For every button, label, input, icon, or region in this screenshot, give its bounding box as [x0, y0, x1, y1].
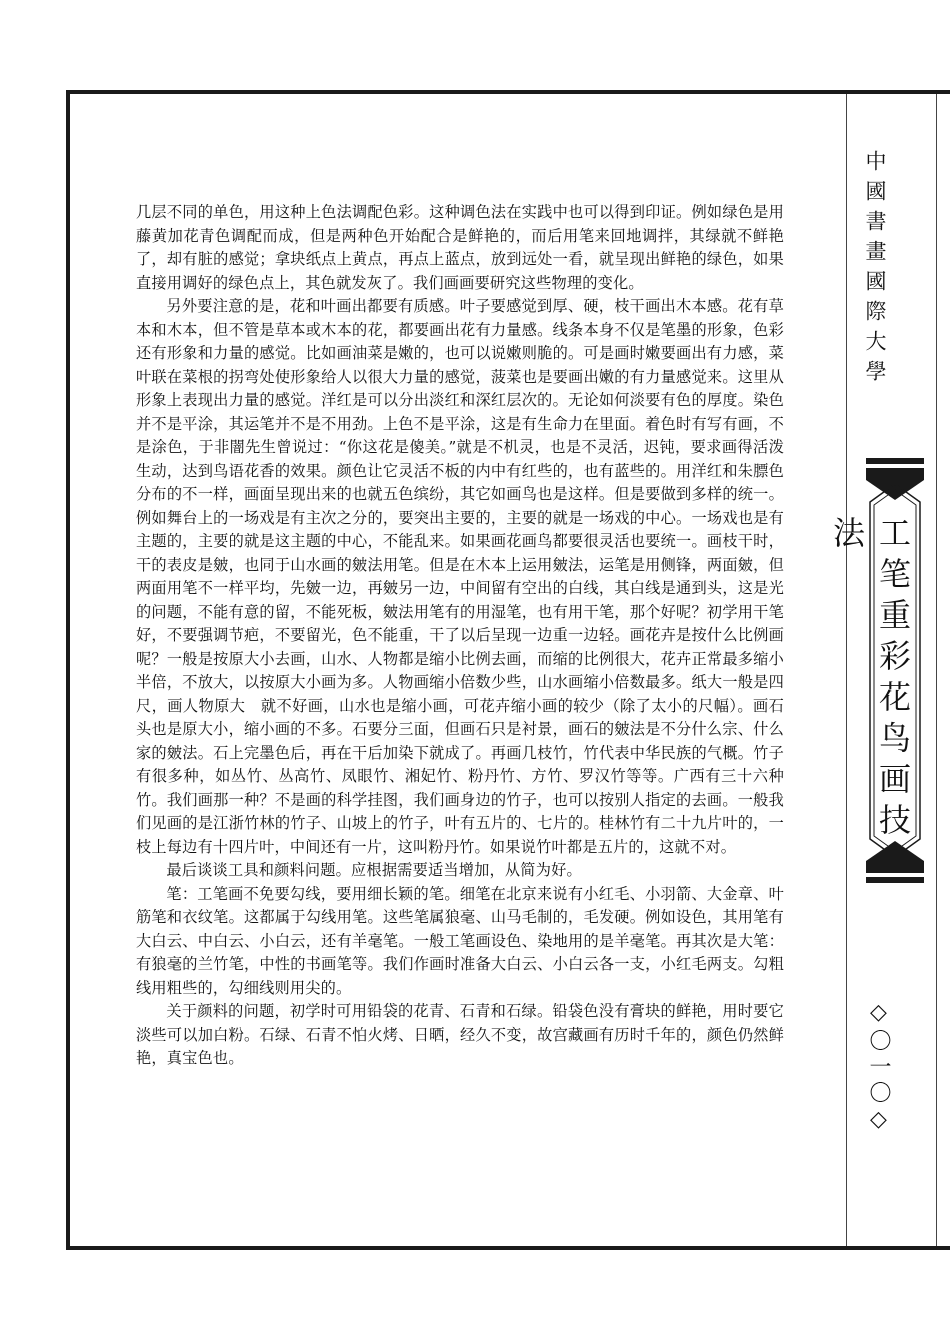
- page-number: ◇〇一〇◇: [866, 1000, 891, 1136]
- page-frame-top-border: [66, 90, 950, 94]
- paragraph-2: 另外要注意的是，花和叶画出都要有质感。叶子要感觉到厚、硬，枝干画出木本感。花有草本和木本，但不管是草本或木本的花，都要画出花有力量感。线条本身不仅是笔墨的形象，色彩还有形象和力量的感觉。比如画油菜是嫩的，也可以说嫩则脆的。可是画时嫩要画出有力感，菜叶联在菜根的拐弯处使形象给人以很大力量的感觉，菠菜也是要画出嫩的有力量感觉来。这里从形象上表现出力量的感觉。洋红是可以分出淡红和深红层次的。无论如何淡要有色的厚度。染色并不是平涂，其运笔并不是不用劲。上色不是平涂，这是有生命力在里面。着色时有写有画，不是涂色，于非闇先生曾说过：“你这花是傻美。”就是不机灵，也是不灵活，迟钝，要求画得活泼生动，达到鸟语花香的效果。颜色让它灵活不板的内中有红些的，也有蓝些的。用洋红和朱膘色分布的不一样，画面呈现出来的也就五色缤纷，其它如画鸟也是这样。但是要做到多样的统一。例如舞台上的一场戏是有主次之分的，要突出主要的，主要的就是一场戏的中心。一场戏也是有主题的，主要的就是这主题的中心，不能乱来。如果画花画鸟都要很灵活也要统一。画枝干时，干的表皮是皴，也同于山水画的皴法用笔。但是在木本上运用皴法，运笔是用侧锋，两面皴，但两面用笔不一样平均，先皴一边，再皴另一边，中间留有空出的白线，其白线是通到头，这是光的问题，不能有意的留，不能死板，皴法用笔有的用湿笔，也有用干笔，那个好呢？初学用干笔好，不要强调节疤，不要留光，色不能重，干了以后呈现一边重一边轻。画花卉是按什么比例画呢？一般是按原大小去画，山水、人物都是缩小比例去画，而缩的比例很大，花卉正常最多缩小半倍，不放大，以按原大小画为多。人物画缩小倍数少些，山水画缩小倍数最多。纸大一般是四尺，画人物原大 就不好画，山水也是缩小画，可花卉缩小画的较少（除了太小的尺幅）。画石头也是原大小，缩小画的不多。石要分三面，但画石只是衬景，画石的皴法是不分什么宗、什么家的皴法。石上完墨色后，再在干后加染下就成了。再画几枝竹，竹代表中华民族的气概。竹子有很多种，如丛竹、丛高竹、凤眼竹、湘妃竹、粉丹竹、方竹、罗汉竹等等。广西有三十六种竹。我们画那一种？不是画的科学挂图，我们画身边的竹子，也可以按别人指定的去画。一般我们见画的是江浙竹林的竹子、山坡上的竹子，叶有五片的、七片的。桂林竹有二十九片叶的，一枝上每边有十四片叶，中间还有一片，这叫粉丹竹。如果说竹叶都是五片的，这就不对。: [136, 297, 784, 856]
- paragraph-5: 关于颜料的问题，初学时可用铅袋的花青、石青和石绿。铅袋色没有膏块的鲜艳，用时要它淡些可以加白粉。石绿、石青不怕火烤、日晒，经久不变，故宫藏画有历时千年的，颜色仍然鲜艳，真宝色也。: [136, 1002, 784, 1067]
- body-text: [136, 201, 784, 1071]
- sidebar-outer-line: [936, 94, 937, 1246]
- sidebar-divider-line: [846, 94, 847, 1246]
- paragraph-3: 最后谈谈工具和颜料问题。应根据需要适当增加，从简为好。: [166, 861, 582, 879]
- paragraph-4: 笔：工笔画不免要勾线，要用细长颖的笔。细笔在北京来说有小红毛、小羽箭、大金章、叶筋笔和衣纹笔。这都属于勾线用笔。这些笔属狼毫、山马毛制的，毛发硬。例如设色，其用笔有大白云、中白云、小白云，还有羊毫笔。一般工笔画设色、染地用的是羊毫笔。再其次是大笔：有狼毫的兰竹笔，中性的书画笔等。我们作画时准备大白云、小白云各一支，小红毛两支。勾粗线用粗些的，勾细线则用尖的。: [136, 884, 784, 997]
- paragraph-1: 几层不同的单色，用这种上色法调配色彩。这种调色法在实践中也可以得到印证。例如绿色是用藤黄加花青色调配而成，但是两种色开始配合是鲜艳的，而后用笔来回地调拌，其绿就不鲜艳了，却有脏的感觉；拿块纸点上黄点，再点上蓝点，放到远处一看，就呈现出鲜艳的绿色，如果直接用调好的绿色点上，其色就发灰了。我们画画要研究这些物理的变化。: [136, 203, 784, 292]
- page-frame-bottom-border: [66, 1246, 950, 1250]
- book-title: 工笔重彩花鸟画技法: [828, 516, 912, 844]
- sidebar-brand-label: 中國書畫國際大學: [863, 150, 887, 390]
- book-title-banner: [828, 458, 924, 883]
- page-frame-left-border: [66, 90, 70, 1250]
